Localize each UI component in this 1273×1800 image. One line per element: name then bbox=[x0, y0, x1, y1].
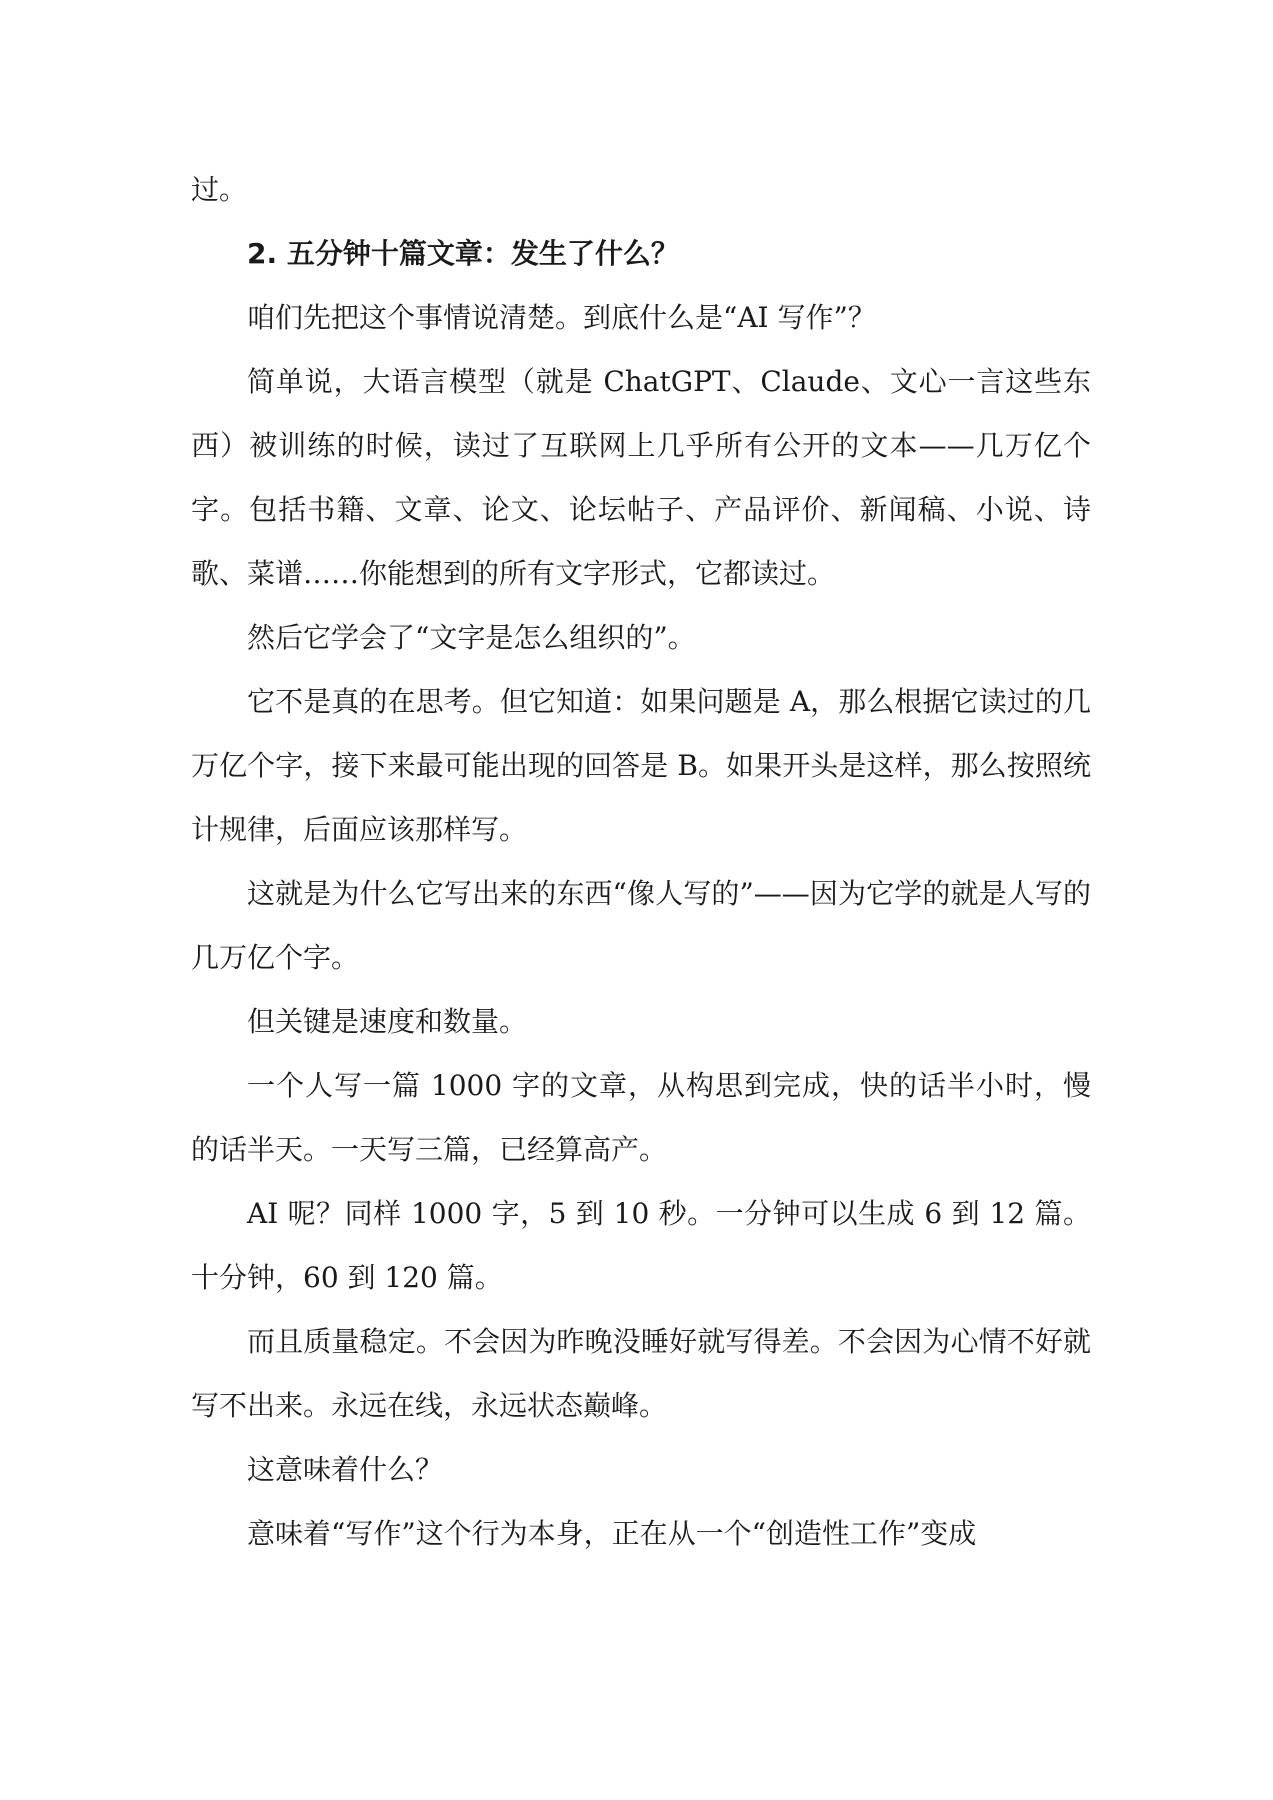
section-heading: 2. 五分钟十篇文章：发生了什么？ bbox=[247, 237, 679, 270]
paragraph: 它不是真的在思考。但它知道：如果问题是 A，那么根据它读过的几万亿个字，接下来最可能出现的回答是 B。如果开头是这样，那么按照统计规律，后面应该那样写。 bbox=[191, 685, 1091, 846]
paragraph: 简单说，大语言模型（就是 ChatGPT、Claude、文心一言这些东西）被训练的时候，读过了互联网上几乎所有公开的文本——几万亿个字。包括书籍、文章、论文、论坛帖子、产品评价、新闻稿、小说、诗歌、菜谱……你能想到的所有文字形式，它都读过。 bbox=[191, 365, 1091, 590]
paragraph: 然后它学会了“文字是怎么组织的”。 bbox=[247, 621, 696, 654]
paragraph: 意味着“写作”这个行为本身，正在从一个“创造性工作”变成 bbox=[247, 1517, 977, 1550]
paragraph: 但关键是速度和数量。 bbox=[247, 1005, 528, 1038]
paragraph: 而且质量稳定。不会因为昨晚没睡好就写得差。不会因为心情不好就写不出来。永远在线，永远状态巅峰。 bbox=[191, 1325, 1091, 1422]
continuation-text: 过。 bbox=[191, 173, 248, 206]
paragraph: 这就是为什么它写出来的东西“像人写的”——因为它学的就是人写的几万亿个字。 bbox=[191, 877, 1091, 974]
document-page bbox=[191, 158, 1091, 1566]
paragraph: 一个人写一篇 1000 字的文章，从构思到完成，快的话半小时，慢的话半天。一天写三篇，已经算高产。 bbox=[191, 1069, 1091, 1166]
paragraph: 这意味着什么？ bbox=[247, 1453, 444, 1486]
paragraph: 咱们先把这个事情说清楚。到底什么是“AI 写作”？ bbox=[247, 301, 876, 334]
paragraph: AI 呢？同样 1000 字，5 到 10 秒。一分钟可以生成 6 到 12 篇。十分钟，60 到 120 篇。 bbox=[191, 1197, 1091, 1294]
